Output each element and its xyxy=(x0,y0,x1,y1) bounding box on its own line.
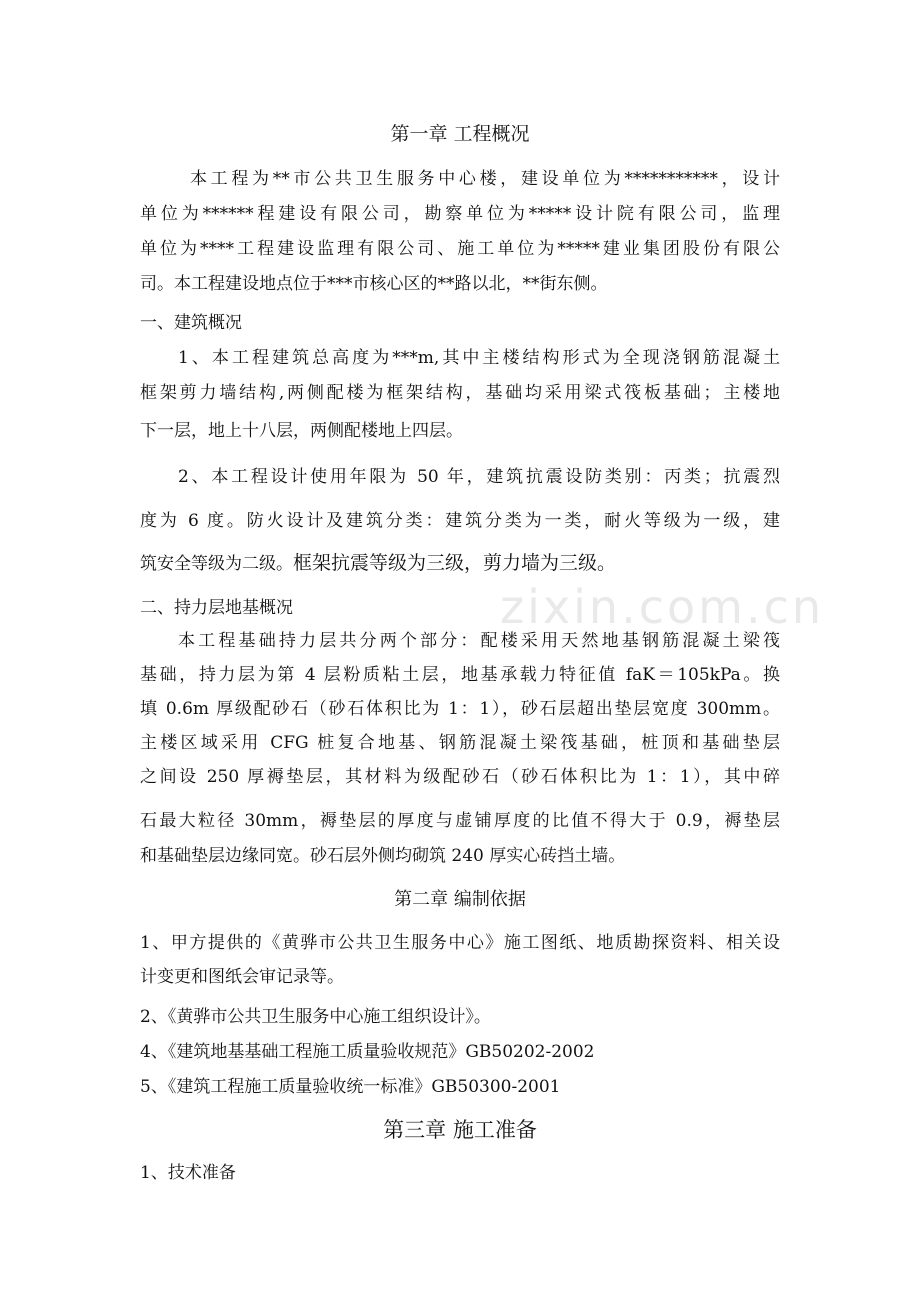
building-para-1-line-2: 框架剪力墙结构,两侧配楼为框架结构，基础均采用梁式筏板基础；主楼地 xyxy=(140,383,780,403)
basis-item-1-line-1: 1、甲方提供的《黄骅市公共卫生服务中心》施工图纸、地质勘探资料、相关设 xyxy=(140,933,780,953)
safety-grade-text: 筑安全等级为二级。 xyxy=(140,554,293,574)
chapter-3-title: 第三章 施工准备 xyxy=(383,1118,537,1142)
foundation-para-line-7: 和基础垫层边缘同宽。砂石层外侧均砌筑 240 厚实心砖挡土墙。 xyxy=(140,846,626,866)
chapter-2-title: 第二章 编制依据 xyxy=(394,889,526,910)
building-para-2-line-1: 2、本工程设计使用年限为 50 年，建筑抗震设防类别：丙类；抗震烈 xyxy=(178,467,780,487)
basis-item-1-line-2: 计变更和图纸会审记录等。 xyxy=(140,967,344,987)
section-2-heading: 二、持力层地基概况 xyxy=(140,598,293,618)
building-para-1-line-3: 下一层，地上十八层，两侧配楼地上四层。 xyxy=(140,421,463,441)
seismic-grade-text: 框架抗震等级为三级，剪力墙为三级。 xyxy=(293,552,617,574)
foundation-para-line-3: 填 0.6m 厚级配砂石（砂石体积比为 1：1），砂石层超出垫层宽度 300mm。 xyxy=(140,699,780,719)
building-para-2-line-2: 度为 6 度。防火设计及建筑分类：建筑分类为一类，耐火等级为一级，建 xyxy=(140,511,780,531)
intro-line-2: 单位为******程建设有限公司，勘察单位为*****设计院有限公司，监理 xyxy=(140,204,780,224)
watermark: zixin.com.cn xyxy=(500,580,825,634)
building-para-2-line-3 xyxy=(140,552,780,575)
basis-item-2: 2、《黄骅市公共卫生服务中心施工组织设计》。 xyxy=(140,1007,491,1027)
intro-line-3: 单位为****工程建设监理有限公司、施工单位为*****建业集团股份有限公 xyxy=(140,239,780,259)
section-1-heading: 一、建筑概况 xyxy=(140,313,242,333)
prep-item-1: 1、技术准备 xyxy=(140,1163,236,1183)
foundation-para-line-2: 基础，持力层为第 4 层粉质粘土层，地基承载力特征值 faK＝105kPa。换 xyxy=(140,665,780,685)
foundation-para-line-1: 本工程基础持力层共分两个部分：配楼采用天然地基钢筋混凝土梁筏 xyxy=(178,631,780,651)
intro-line-4: 司。本工程建设地点位于***市核心区的**路以北，**街东侧。 xyxy=(140,274,608,294)
foundation-para-line-5: 之间设 250 厚褥垫层，其材料为级配砂石（砂石体积比为 1：1），其中碎 xyxy=(140,767,780,787)
building-para-1-line-1: 1、本工程建筑总高度为***m,其中主楼结构形式为全现浇钢筋混凝土 xyxy=(178,348,780,368)
basis-item-4: 4、《建筑地基基础工程施工质量验收规范》GB50202-2002 xyxy=(140,1042,595,1062)
basis-item-5: 5、《建筑工程施工质量验收统一标准》GB50300-2001 xyxy=(140,1077,561,1097)
chapter-1-title: 第一章 工程概况 xyxy=(390,123,530,145)
foundation-para-line-4: 主楼区域采用 CFG 桩复合地基、钢筋混凝土梁筏基础，桩顶和基础垫层 xyxy=(140,733,780,753)
intro-line-1: 本工程为**市公共卫生服务中心楼，建设单位为***********，设计 xyxy=(190,169,780,189)
foundation-para-line-6: 石最大粒径 30mm，褥垫层的厚度与虚铺厚度的比值不得大于 0.9，褥垫层 xyxy=(140,811,780,831)
